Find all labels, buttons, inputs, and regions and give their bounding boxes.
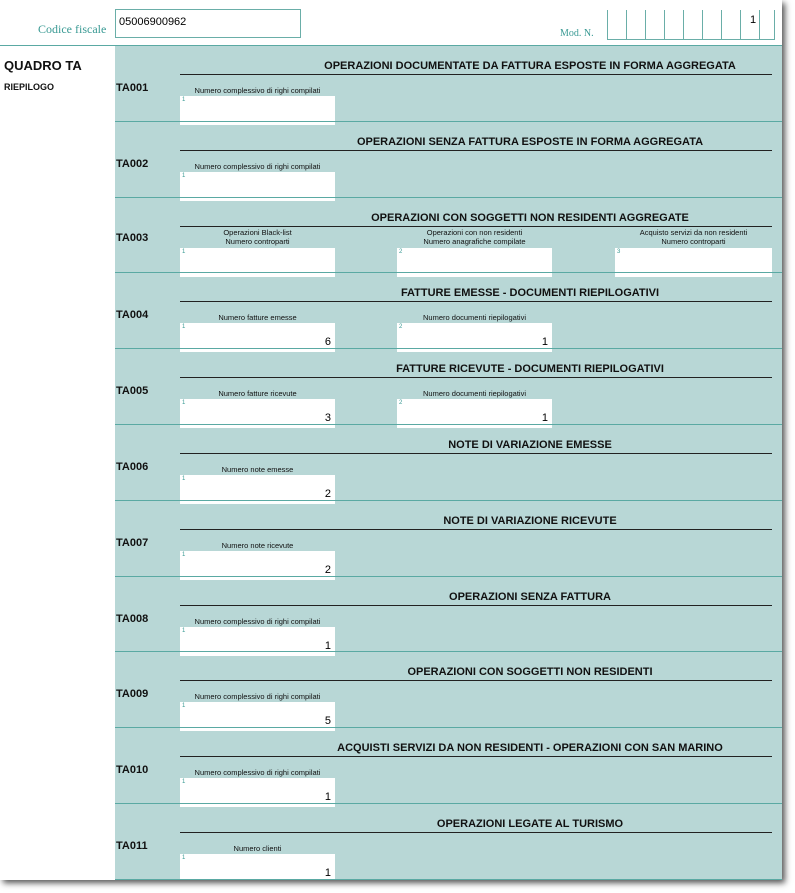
field-number: 1 [182, 248, 186, 255]
section-title: OPERAZIONI DOCUMENTATE DA FATTURA ESPOSTE IN FORMA AGGREGATA [324, 60, 736, 72]
section-rule [180, 756, 772, 757]
row-code: TA009 [116, 688, 149, 701]
field-number: 1 [182, 551, 186, 558]
mod-n-field[interactable] [607, 10, 774, 40]
field-number: 2 [399, 248, 403, 255]
field-caption: Operazioni con non residenti Numero anagrafiche compilate [423, 227, 526, 246]
field-caption: Numero documenti riepilogativi [423, 389, 526, 399]
section-title: OPERAZIONI LEGATE AL TURISMO [436, 818, 624, 830]
side-panel [0, 46, 115, 880]
row-code: TA001 [116, 82, 149, 94]
row-code: TA007 [116, 536, 149, 549]
field-value: 1 [324, 867, 331, 879]
row-code: TA008 [116, 612, 149, 625]
field-caption: Numero complessivo di righi compilati [194, 692, 321, 702]
row-code: TA004 [116, 309, 149, 322]
field-value: 1 [541, 336, 548, 349]
field-caption: Numero fatture emesse [218, 313, 297, 323]
field-caption: Acquisto servizi da non residenti Numero controparti [639, 227, 748, 246]
row-code: TA003 [116, 231, 149, 244]
field-value: 2 [324, 563, 331, 576]
row-ta001 [115, 46, 782, 122]
section-rule [180, 680, 772, 681]
row-ta003 [115, 198, 782, 274]
field-caption: Numero complessivo di righi compilati [194, 768, 321, 778]
field-caption: Numero note ricevute [221, 540, 294, 550]
field-caption: Numero note emesse [221, 465, 294, 474]
codice-fiscale-label: Codice fiscale [38, 22, 107, 36]
section-rule [180, 150, 772, 151]
field-caption: Numero complessivo di righi compilati [194, 161, 321, 171]
field-number: 1 [182, 779, 186, 786]
field-number: 1 [182, 400, 186, 407]
field-caption: Numero clienti [233, 844, 282, 853]
field-value: 1 [324, 791, 331, 804]
section-title: OPERAZIONI CON SOGGETTI NON RESIDENTI AGGREGATE [371, 211, 689, 224]
field-number: 3 [617, 248, 621, 255]
field-value: 5 [324, 715, 331, 728]
section-title: ACQUISTI SERVIZI DA NON RESIDENTI - OPERAZIONI CON SAN MARINO [337, 742, 723, 755]
field-caption: Numero documenti riepilogativi [423, 313, 526, 323]
mod-n-value: 1 [750, 14, 757, 26]
field-number: 1 [182, 476, 186, 482]
section-title: OPERAZIONI SENZA FATTURA [449, 590, 611, 603]
row-ta007 [115, 501, 782, 577]
section-title: NOTE DI VARIAZIONE RICEVUTE [443, 514, 617, 527]
field-value: 3 [324, 412, 331, 425]
field-number: 2 [399, 324, 403, 331]
section-rule [180, 832, 772, 833]
field-number: 1 [182, 703, 186, 710]
quadro-subtitle: RIEPILOGO [4, 82, 55, 92]
row-ta006 [115, 425, 782, 501]
section-rule [180, 301, 772, 302]
row-code: TA011 [116, 840, 148, 852]
input-field-ta011-1[interactable] [180, 854, 335, 880]
section-title: OPERAZIONI CON SOGGETTI NON RESIDENTI [407, 666, 653, 679]
field-value: 1 [324, 639, 331, 652]
quadro-title: QUADRO TA [4, 58, 82, 73]
field-number: 1 [182, 97, 186, 103]
field-number: 2 [399, 400, 403, 407]
row-ta005 [115, 349, 782, 425]
section-rule [180, 226, 772, 227]
field-caption: Operazioni Black-list Numero controparti [223, 227, 292, 246]
field-number: 1 [182, 324, 186, 331]
section-title: NOTE DI VARIAZIONE EMESSE [448, 439, 612, 451]
section-rule [180, 453, 772, 454]
row-ta002 [115, 122, 782, 198]
row-ta004 [115, 273, 782, 349]
section-title: FATTURE RICEVUTE - DOCUMENTI RIEPILOGATIVI [396, 363, 664, 376]
codice-fiscale-field[interactable]: 05006900962 [115, 9, 301, 38]
field-caption: Numero fatture ricevute [218, 389, 297, 399]
section-rule [180, 529, 772, 530]
field-caption: Numero complessivo di righi compilati [194, 616, 321, 626]
field-value: 6 [324, 336, 331, 349]
row-divider [115, 879, 782, 880]
section-title: FATTURE EMESSE - DOCUMENTI RIEPILOGATIVI [400, 287, 660, 300]
row-ta010 [115, 728, 782, 804]
form-body [115, 46, 782, 880]
row-code: TA002 [116, 157, 149, 170]
row-code: TA005 [116, 385, 149, 398]
row-ta009 [115, 652, 782, 728]
section-rule [180, 605, 772, 606]
row-code: TA006 [116, 461, 149, 473]
field-caption: Numero complessivo di righi compilati [194, 86, 321, 95]
section-rule [180, 74, 772, 75]
field-value: 2 [324, 488, 331, 500]
row-code: TA010 [116, 764, 149, 777]
field-number: 1 [182, 855, 186, 861]
section-title: OPERAZIONI SENZA FATTURA ESPOSTE IN FORMA AGGREGATA [356, 135, 704, 148]
field-value: 1 [541, 412, 548, 425]
row-ta008 [115, 577, 782, 653]
field-number: 1 [182, 172, 186, 179]
field-number: 1 [182, 627, 186, 634]
section-rule [180, 377, 772, 378]
mod-n-label: Mod. N. [560, 28, 594, 39]
row-ta011 [115, 804, 782, 880]
